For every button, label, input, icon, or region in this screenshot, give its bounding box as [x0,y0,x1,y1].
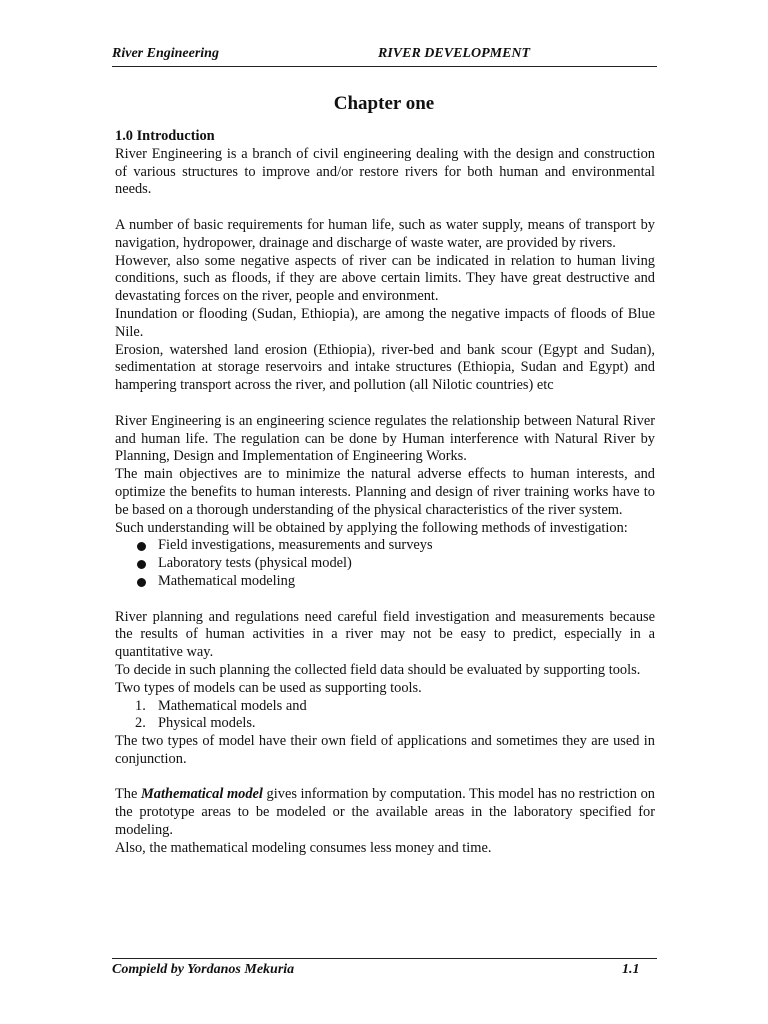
footer-author: Compield by Yordanos Mekuria [112,962,295,977]
paragraph: The main objectives are to minimize the natural adverse effects to human interests, and optimize the benefits to human interests. Planning and design of river training works have to be based on a thorough understanding of the physical characteristics of the river system. [115,466,655,518]
list-item: 1. Mathematical models and [135,697,307,714]
model-types-list [115,698,655,734]
page-number: 1.1 [622,962,640,977]
paragraph: Inundation or flooding (Sudan, Ethiopia), are among the negative impacts of floods of Blue Nile. [115,305,655,340]
bullet-icon [137,542,146,551]
paragraph: However, also some negative aspects of river can be indicated in relation to human living conditions, such as floods, if they are above certain limits. They have great destructive and devastating forces on the river, people and environment. [115,252,655,305]
page-header [112,46,657,67]
paragraph: The two types of model have their own field of applications and sometimes they are used in conjunction. [115,733,655,767]
paragraph: Such understanding will be obtained by applying the following methods of investigation: [115,519,628,536]
page-footer [112,958,657,977]
paragraph: Two types of models can be used as supporting tools. [115,679,422,696]
investigation-methods-list [115,537,655,590]
header-book-title: River Engineering [112,46,219,61]
section-heading: 1.0 Introduction [115,128,215,144]
emphasized-term: Mathematical model [141,786,263,803]
paragraph: River planning and regulations need careful field investigation and measurements because the results of human activities in a river may not be easy to predict, especially in a quantitative way. [115,608,655,661]
paragraph: Erosion, watershed land erosion (Ethiopia), river-bed and bank scour (Egypt and Sudan), sedimentation at storage reservoirs and intake structures (Ethiopia, Sudan and Egypt) and hampering transport across the river, and pollution (all Nilotic countries) etc [115,341,655,394]
paragraph: A number of basic requirements for human life, such as water supply, means of transport by navigation, hydropower, drainage and discharge of waste water, are provided by rivers. [115,216,655,251]
bullet-icon [137,578,146,587]
list-item: 2. Physical models. [135,715,256,732]
chapter-body [115,128,655,858]
list-item: Mathematical modeling [135,573,655,591]
header-chapter-title: RIVER DEVELOPMENT [378,46,531,61]
paragraph: The Mathematical model gives information by computation. This model has no restriction on the prototype areas to be modeled or the available areas in the laboratory specified for modeling. [115,786,655,839]
paragraph: Also, the mathematical modeling consumes less money and time. [115,839,492,856]
paragraph: River Engineering is a branch of civil engineering dealing with the design and construction of various structures to improve and/or restore rivers for both human and environmental needs. [115,145,655,198]
list-item: Laboratory tests (physical model) [135,555,655,573]
paragraph: To decide in such planning the collected field data should be evaluated by supporting tools. [115,661,641,678]
paragraph: River Engineering is an engineering science regulates the relationship between Natural River and human life. The regulation can be done by Human interference with Natural River by Planning, Design and Implementation of Engineering Works. [115,412,655,465]
list-item: Field investigations, measurements and surveys [135,537,655,555]
chapter-title: Chapter one [333,93,435,114]
bullet-icon [137,560,146,569]
